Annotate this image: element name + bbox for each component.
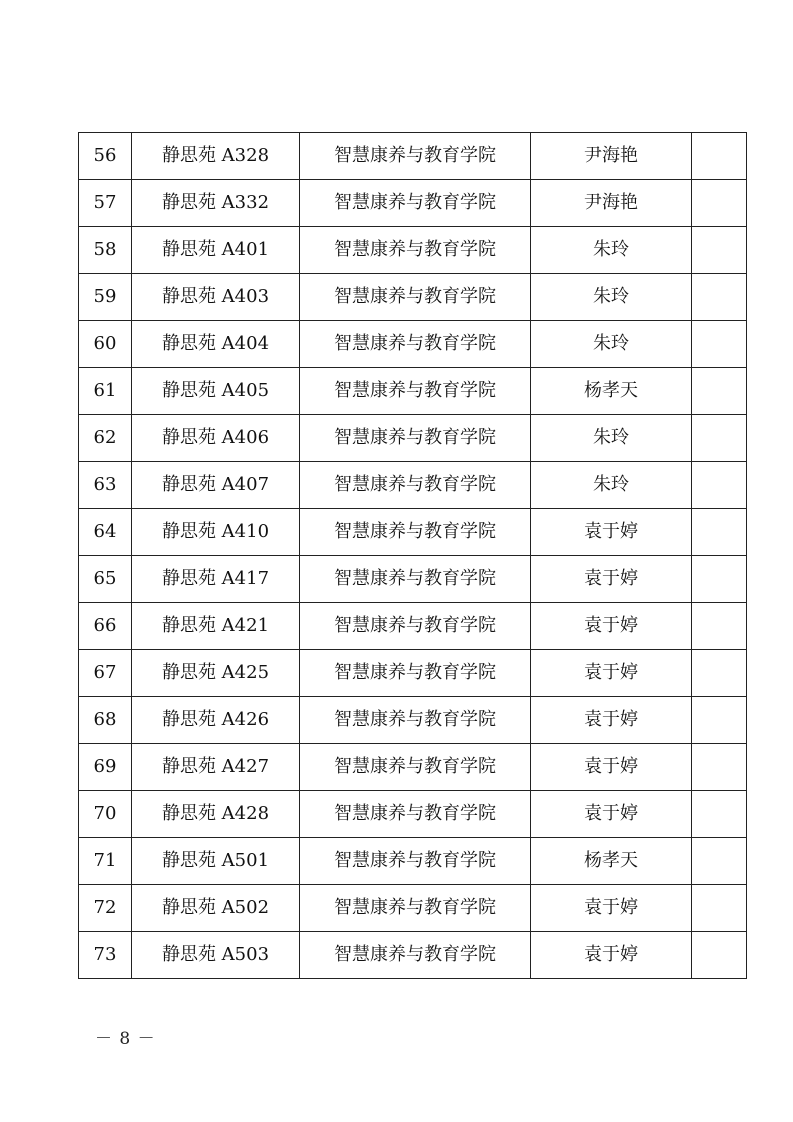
room-cell: 静思苑 A410 <box>132 509 300 556</box>
college-cell: 智慧康养与教育学院 <box>300 650 531 697</box>
table-row <box>79 556 747 603</box>
table-row <box>79 650 747 697</box>
room-cell: 静思苑 A427 <box>132 744 300 791</box>
table-row <box>79 321 747 368</box>
name-cell: 袁于婷 <box>531 509 692 556</box>
room-cell: 静思苑 A401 <box>132 227 300 274</box>
name-cell: 袁于婷 <box>531 556 692 603</box>
row-number-cell: 64 <box>79 509 132 556</box>
room-cell: 静思苑 A405 <box>132 368 300 415</box>
name-cell: 袁于婷 <box>531 650 692 697</box>
row-number-cell: 67 <box>79 650 132 697</box>
name-cell: 杨孝天 <box>531 838 692 885</box>
extra-cell <box>692 133 747 180</box>
college-cell: 智慧康养与教育学院 <box>300 509 531 556</box>
name-cell: 尹海艳 <box>531 180 692 227</box>
row-number-cell: 68 <box>79 697 132 744</box>
extra-cell <box>692 791 747 838</box>
room-cell: 静思苑 A332 <box>132 180 300 227</box>
table-row <box>79 885 747 932</box>
row-number-cell: 71 <box>79 838 132 885</box>
college-cell: 智慧康养与教育学院 <box>300 274 531 321</box>
extra-cell <box>692 368 747 415</box>
table-row <box>79 791 747 838</box>
college-cell: 智慧康养与教育学院 <box>300 227 531 274</box>
name-cell: 尹海艳 <box>531 133 692 180</box>
row-number-cell: 65 <box>79 556 132 603</box>
room-cell: 静思苑 A502 <box>132 885 300 932</box>
table-row <box>79 838 747 885</box>
table-row <box>79 509 747 556</box>
college-cell: 智慧康养与教育学院 <box>300 838 531 885</box>
row-number-cell: 56 <box>79 133 132 180</box>
extra-cell <box>692 274 747 321</box>
name-cell: 朱玲 <box>531 462 692 509</box>
extra-cell <box>692 744 747 791</box>
extra-cell <box>692 650 747 697</box>
extra-cell <box>692 838 747 885</box>
row-number-cell: 60 <box>79 321 132 368</box>
college-cell: 智慧康养与教育学院 <box>300 180 531 227</box>
college-cell: 智慧康养与教育学院 <box>300 932 531 979</box>
college-cell: 智慧康养与教育学院 <box>300 462 531 509</box>
table-row <box>79 744 747 791</box>
dormitory-table <box>78 132 747 979</box>
room-cell: 静思苑 A407 <box>132 462 300 509</box>
row-number-cell: 62 <box>79 415 132 462</box>
table-row <box>79 368 747 415</box>
name-cell: 袁于婷 <box>531 744 692 791</box>
extra-cell <box>692 227 747 274</box>
extra-cell <box>692 932 747 979</box>
table-row <box>79 180 747 227</box>
room-cell: 静思苑 A425 <box>132 650 300 697</box>
name-cell: 朱玲 <box>531 415 692 462</box>
room-cell: 静思苑 A426 <box>132 697 300 744</box>
dormitory-table-container <box>78 132 746 979</box>
college-cell: 智慧康养与教育学院 <box>300 415 531 462</box>
table-row <box>79 133 747 180</box>
name-cell: 袁于婷 <box>531 791 692 838</box>
college-cell: 智慧康养与教育学院 <box>300 556 531 603</box>
extra-cell <box>692 180 747 227</box>
room-cell: 静思苑 A328 <box>132 133 300 180</box>
room-cell: 静思苑 A428 <box>132 791 300 838</box>
page-number: － 8 － <box>95 1029 156 1049</box>
college-cell: 智慧康养与教育学院 <box>300 321 531 368</box>
name-cell: 朱玲 <box>531 321 692 368</box>
table-body <box>79 133 747 979</box>
row-number-cell: 70 <box>79 791 132 838</box>
row-number-cell: 61 <box>79 368 132 415</box>
college-cell: 智慧康养与教育学院 <box>300 368 531 415</box>
room-cell: 静思苑 A406 <box>132 415 300 462</box>
college-cell: 智慧康养与教育学院 <box>300 885 531 932</box>
table-row <box>79 415 747 462</box>
row-number-cell: 69 <box>79 744 132 791</box>
room-cell: 静思苑 A403 <box>132 274 300 321</box>
row-number-cell: 72 <box>79 885 132 932</box>
extra-cell <box>692 885 747 932</box>
college-cell: 智慧康养与教育学院 <box>300 791 531 838</box>
college-cell: 智慧康养与教育学院 <box>300 603 531 650</box>
extra-cell <box>692 697 747 744</box>
name-cell: 袁于婷 <box>531 603 692 650</box>
table-row <box>79 603 747 650</box>
row-number-cell: 57 <box>79 180 132 227</box>
name-cell: 朱玲 <box>531 227 692 274</box>
row-number-cell: 66 <box>79 603 132 650</box>
table-row <box>79 227 747 274</box>
extra-cell <box>692 603 747 650</box>
extra-cell <box>692 462 747 509</box>
extra-cell <box>692 321 747 368</box>
table-row <box>79 697 747 744</box>
extra-cell <box>692 415 747 462</box>
room-cell: 静思苑 A417 <box>132 556 300 603</box>
row-number-cell: 59 <box>79 274 132 321</box>
room-cell: 静思苑 A501 <box>132 838 300 885</box>
table-row <box>79 462 747 509</box>
room-cell: 静思苑 A404 <box>132 321 300 368</box>
row-number-cell: 58 <box>79 227 132 274</box>
name-cell: 朱玲 <box>531 274 692 321</box>
table-row <box>79 274 747 321</box>
name-cell: 杨孝天 <box>531 368 692 415</box>
college-cell: 智慧康养与教育学院 <box>300 133 531 180</box>
name-cell: 袁于婷 <box>531 932 692 979</box>
room-cell: 静思苑 A503 <box>132 932 300 979</box>
room-cell: 静思苑 A421 <box>132 603 300 650</box>
college-cell: 智慧康养与教育学院 <box>300 697 531 744</box>
row-number-cell: 73 <box>79 932 132 979</box>
name-cell: 袁于婷 <box>531 885 692 932</box>
extra-cell <box>692 509 747 556</box>
extra-cell <box>692 556 747 603</box>
table-row <box>79 932 747 979</box>
row-number-cell: 63 <box>79 462 132 509</box>
college-cell: 智慧康养与教育学院 <box>300 744 531 791</box>
name-cell: 袁于婷 <box>531 697 692 744</box>
